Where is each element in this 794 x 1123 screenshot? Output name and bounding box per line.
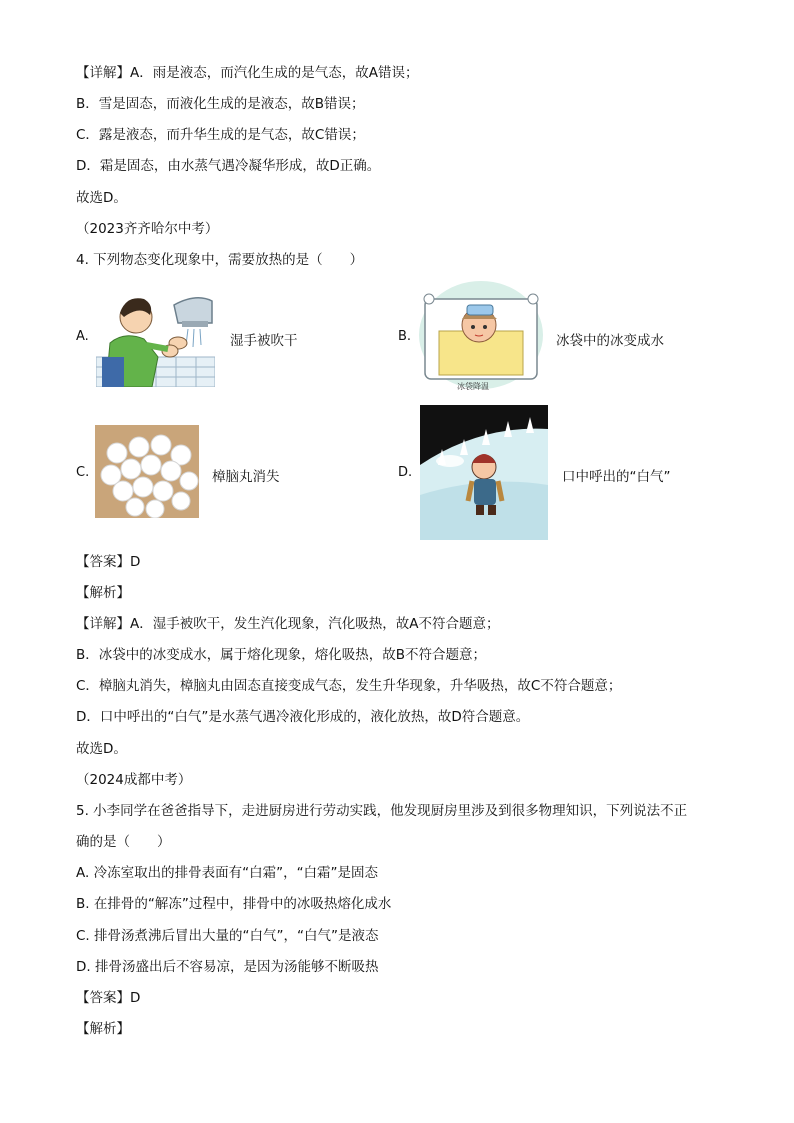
option-c-text: 樟脑丸消失 bbox=[212, 469, 280, 485]
winter-breath-picture bbox=[420, 405, 548, 540]
q4-answer: 【答案】D bbox=[76, 554, 141, 570]
q5-option-b: B. 在排骨的“解冻”过程中，排骨中的冰吸热熔化成水 bbox=[76, 896, 392, 912]
ice-pack-caption: 冰袋降温 bbox=[457, 382, 489, 391]
q5-option-c: C. 排骨汤煮沸后冒出大量的“白气”，“白气”是液态 bbox=[76, 928, 379, 944]
q4-detail-d: D．口中呼出的“白气”是水蒸气遇冷液化形成的，液化放热，故D符合题意。 bbox=[76, 709, 530, 725]
option-d-letter: D. bbox=[398, 465, 413, 480]
detail-line-b: B．雪是固态，而液化生成的是液态，故B错误； bbox=[76, 96, 365, 112]
q4-analysis-title: 【解析】 bbox=[76, 585, 130, 601]
option-b-text: 冰袋中的冰变成水 bbox=[556, 333, 664, 349]
q4-choice: 故选D。 bbox=[76, 741, 127, 757]
q4-detail-c: C．樟脑丸消失，樟脑丸由固态直接变成气态，发生升华现象，升华吸热，故C不符合题意； bbox=[76, 678, 622, 694]
option-a-letter: A. bbox=[76, 329, 89, 344]
q4-detail-a: 【详解】A．湿手被吹干，发生汽化现象，汽化吸热，故A不符合题意； bbox=[76, 616, 500, 632]
q5-option-a: A. 冷冻室取出的排骨表面有“白霜”，“白霜”是固态 bbox=[76, 865, 379, 881]
detail-line-d: D．霜是固态，由水蒸气遇冷凝华形成，故D正确。 bbox=[76, 158, 381, 174]
option-c-letter: C. bbox=[76, 465, 90, 480]
q4-source: （2023齐齐哈尔中考） bbox=[76, 221, 219, 237]
q5-stem-line1: 5. 小李同学在爸爸指导下，走进厨房进行劳动实践，他发现厨房里涉及到很多物理知识，下列说法不正 bbox=[76, 803, 688, 819]
q5-option-d: D. 排骨汤盛出后不容易凉，是因为汤能够不断吸热 bbox=[76, 959, 379, 975]
q5-analysis-title: 【解析】 bbox=[76, 1021, 130, 1037]
choice-line: 故选D。 bbox=[76, 190, 127, 206]
detail-line-a: 【详解】A．雨是液态，而汽化生成的是气态，故A错误； bbox=[76, 65, 419, 81]
hand-dryer-picture bbox=[96, 287, 215, 387]
option-a-text: 湿手被吹干 bbox=[230, 333, 298, 349]
mothballs-picture bbox=[95, 425, 199, 518]
detail-line-c: C．露是液态，而升华生成的是气态，故C错误； bbox=[76, 127, 365, 143]
option-d-text: 口中呼出的“白气” bbox=[562, 469, 671, 485]
q5-answer: 【答案】D bbox=[76, 990, 141, 1006]
option-b-letter: B. bbox=[398, 329, 412, 344]
q5-stem-line2: 确的是（ ） bbox=[76, 834, 171, 850]
ice-pack-patient-picture bbox=[417, 279, 545, 395]
q5-source: （2024成都中考） bbox=[76, 772, 192, 788]
q4-stem: 4. 下列物态变化现象中，需要放热的是（ ） bbox=[76, 252, 364, 268]
q4-detail-b: B．冰袋中的冰变成水，属于熔化现象，熔化吸热，故B不符合题意； bbox=[76, 647, 487, 663]
